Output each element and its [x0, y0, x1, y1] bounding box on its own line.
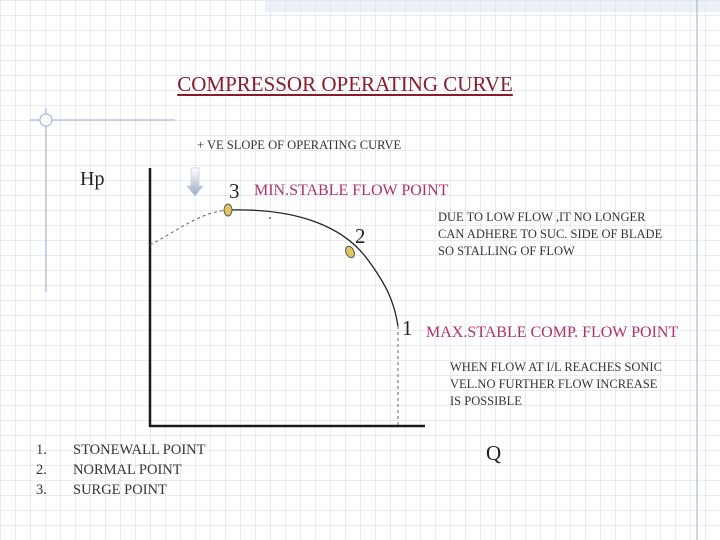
stall-note-line: SO STALLING OF FLOW: [438, 244, 575, 258]
stall-note: [438, 209, 662, 260]
list-number: 3.: [36, 482, 47, 498]
curve-tick: [269, 217, 271, 219]
point-3-marker: [224, 204, 232, 216]
page-title: COMPRESSOR OPERATING CURVE: [177, 72, 513, 96]
list-item: [36, 440, 206, 460]
list-text: STONEWALL POINT: [73, 442, 206, 458]
operating-curve: [228, 210, 398, 326]
list-text: SURGE POINT: [73, 482, 167, 498]
x-axis-label: Q: [486, 441, 502, 465]
stall-note-line: DUE TO LOW FLOW ,IT NO LONGER: [438, 210, 646, 224]
legend-list: [36, 440, 206, 500]
list-item: [36, 480, 206, 500]
list-number: 2.: [36, 462, 47, 478]
sonic-note: [450, 359, 662, 410]
sonic-note-line: VEL.NO FURTHER FLOW INCREASE: [450, 377, 658, 391]
slope-arrow-icon: [187, 168, 203, 196]
y-axis-label: Hp: [80, 168, 105, 190]
list-item: [36, 460, 206, 480]
point-1-number: 1: [402, 316, 413, 340]
point-3-label: MIN.STABLE FLOW POINT: [254, 182, 449, 199]
list-text: NORMAL POINT: [73, 462, 182, 478]
slope-note: + VE SLOPE OF OPERATING CURVE: [197, 138, 402, 152]
sonic-note-line: IS POSSIBLE: [450, 394, 522, 408]
point-3-number: 3: [229, 179, 240, 203]
point-2-number: 2: [355, 224, 366, 248]
list-number: 1.: [36, 442, 47, 458]
unstable-curve-segment: [150, 210, 228, 245]
stall-note-line: CAN ADHERE TO SUC. SIDE OF BLADE: [438, 227, 663, 241]
sonic-note-line: WHEN FLOW AT I/L REACHES SONIC: [450, 360, 662, 374]
point-1-label: MAX.STABLE COMP. FLOW POINT: [426, 324, 679, 341]
